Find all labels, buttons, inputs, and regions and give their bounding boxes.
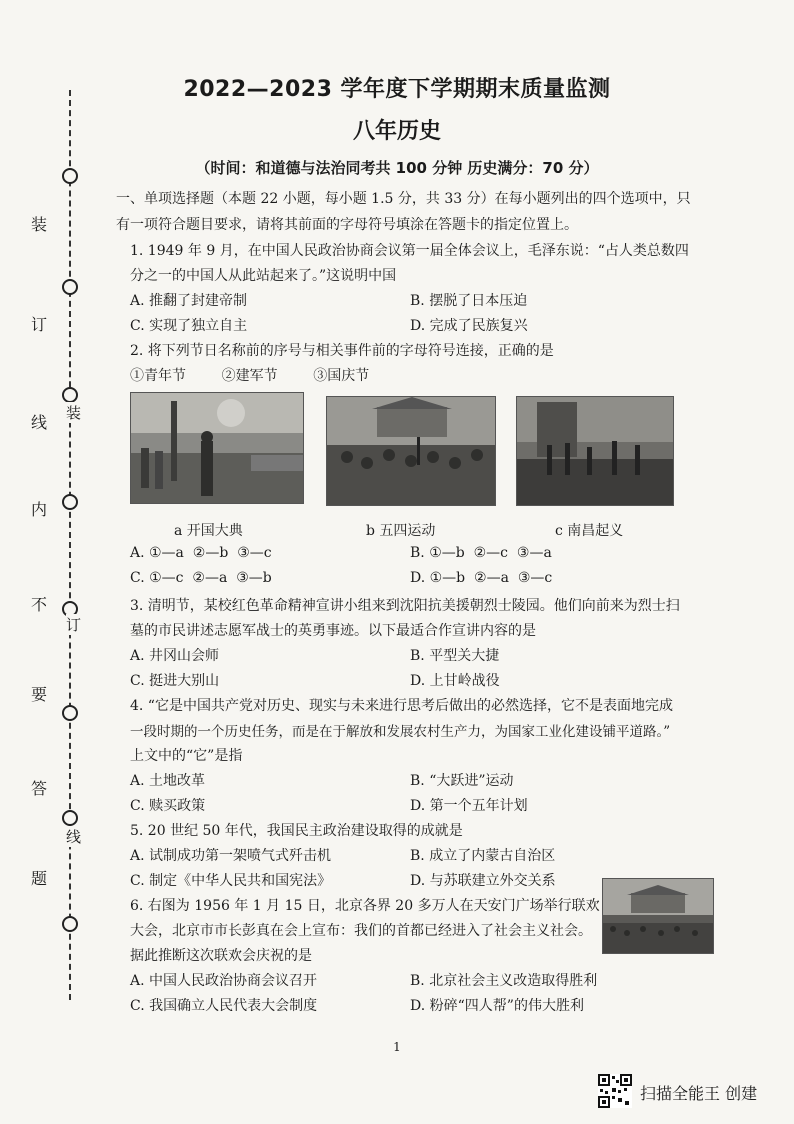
section-instruction: 有一项符合题目要求，请将其前面的字母符号填涂在答题卡的指定位置上。: [116, 217, 578, 233]
binding-inline-char: 订: [66, 616, 82, 634]
photo-caption: b 五四运动: [366, 523, 436, 539]
q6-option: D. 粉碎“四人帮”的伟大胜利: [410, 998, 584, 1014]
q4-option: B. “大跃进”运动: [410, 773, 514, 789]
section-instruction: 一、单项选择题（本题 22 小题，每小题 1.5 分，共 33 分）在每小题列出的四个选项中，只: [116, 191, 691, 207]
photo-tiananmen-celebration: [602, 878, 714, 954]
q1-option: C. 实现了独立自主: [130, 318, 248, 334]
q6-stem: 大会，北京市市长彭真在会上宣布：我们的首都已经进入了社会主义社会。: [130, 923, 592, 939]
q4-option: D. 第一个五年计划: [410, 798, 528, 814]
scanner-watermark: 扫描全能王 创建: [640, 1084, 758, 1103]
binding-hole-circle: [62, 494, 78, 510]
q3-option: D. 上甘岭战役: [410, 673, 500, 689]
q5-option: A. 试制成功第一架喷气式歼击机: [130, 848, 332, 864]
exam-title: 2022—2023 学年度下学期期末质量监测: [183, 77, 611, 102]
q5-option: C. 制定《中华人民共和国宪法》: [130, 873, 332, 889]
exam-time-info: （时间：和道德与法治同考共 100 分钟 历史满分：70 分）: [195, 159, 599, 177]
photo-founding-ceremony: [130, 392, 304, 504]
photo-caption: c 南昌起义: [555, 523, 624, 539]
q6-stem: 6. 右图为 1956 年 1 月 15 日，北京各界 20 多万人在天安门广场举行联欢: [130, 898, 600, 914]
q2-stem: 2. 将下列节日名称前的序号与相关事件前的字母符号连接，正确的是: [130, 343, 554, 359]
q4-option: C. 赎买政策: [130, 798, 206, 814]
q6-stem: 据此推断这次联欢会庆祝的是: [130, 948, 312, 964]
q6-option: A. 中国人民政治协商会议召开: [130, 973, 318, 989]
binding-warning-char: 线: [31, 413, 48, 432]
binding-warning-char: 订: [31, 315, 48, 334]
q5-option: D. 与苏联建立外交关系: [410, 873, 556, 889]
binding-warning-char: 要: [31, 685, 48, 704]
page-number: 1: [393, 1040, 401, 1054]
q4-option: A. 土地改革: [130, 773, 206, 789]
binding-hole-circle: [62, 279, 78, 295]
binding-inline-char: 装: [66, 404, 82, 422]
qr-code-icon: [598, 1074, 632, 1108]
photo-nanchang-uprising: [516, 396, 674, 506]
q2-option: D. ①—b ②—a ③—c: [410, 570, 553, 586]
q5-option: B. 成立了内蒙古自治区: [410, 848, 556, 864]
q5-stem: 5. 20 世纪 50 年代，我国民主政治建设取得的成就是: [130, 823, 463, 839]
binding-inline-char: 线: [66, 828, 82, 846]
binding-hole-circle: [62, 705, 78, 721]
photo-caption: a 开国大典: [174, 523, 243, 539]
q4-stem: 上文中的“它”是指: [130, 748, 243, 764]
q3-stem: 墓的市民讲述志愿军战士的英勇事迹。以下最适合作宣讲内容的是: [130, 623, 536, 639]
q2-option: B. ①—b ②—c ③—a: [410, 545, 552, 561]
q1-stem: 1. 1949 年 9 月，在中国人民政治协商会议第一届全体会议上，毛泽东说：“占人类总数四: [130, 243, 689, 259]
binding-hole-circle: [62, 387, 78, 403]
binding-warning-char: 内: [31, 500, 48, 519]
q4-stem: 一段时期的一个历史任务，而是在于解放和发展农村生产力，为国家工业化建设铺平道路。”: [130, 724, 671, 740]
binding-warning-char: 不: [31, 595, 48, 614]
q6-option: C. 我国确立人民代表大会制度: [130, 998, 318, 1014]
q6-option: B. 北京社会主义改造取得胜利: [410, 973, 598, 989]
q3-option: B. 平型关大捷: [410, 648, 500, 664]
q2-festival-list: ①青年节 ②建军节 ③国庆节: [130, 368, 370, 384]
exam-subject: 八年历史: [352, 119, 441, 144]
binding-hole-circle: [62, 916, 78, 932]
q2-option: A. ①—a ②—b ③—c: [130, 545, 272, 561]
q1-stem: 分之一的中国人从此站起来了。”这说明中国: [130, 268, 397, 284]
binding-warning-char: 装: [31, 215, 48, 234]
binding-hole-circle: [62, 810, 78, 826]
q4-stem: 4. “它是中国共产党对历史、现实与未来进行思考后做出的必然选择，它不是表面地完成: [130, 698, 673, 714]
photo-may-fourth-movement: [326, 396, 496, 506]
q3-option: C. 挺进大别山: [130, 673, 220, 689]
binding-warning-char: 答: [31, 779, 48, 798]
q1-option: D. 完成了民族复兴: [410, 318, 528, 334]
q2-option: C. ①—c ②—a ③—b: [130, 570, 272, 586]
q1-option: B. 摆脱了日本压迫: [410, 293, 528, 309]
q1-option: A. 推翻了封建帝制: [130, 293, 248, 309]
binding-warning-char: 题: [31, 869, 48, 888]
q3-stem: 3. 清明节，某校红色革命精神宣讲小组来到沈阳抗美援朝烈士陵园。他们向前来为烈士扫: [130, 598, 680, 614]
binding-dashed-line: [69, 90, 71, 1000]
q3-option: A. 井冈山会师: [130, 648, 220, 664]
